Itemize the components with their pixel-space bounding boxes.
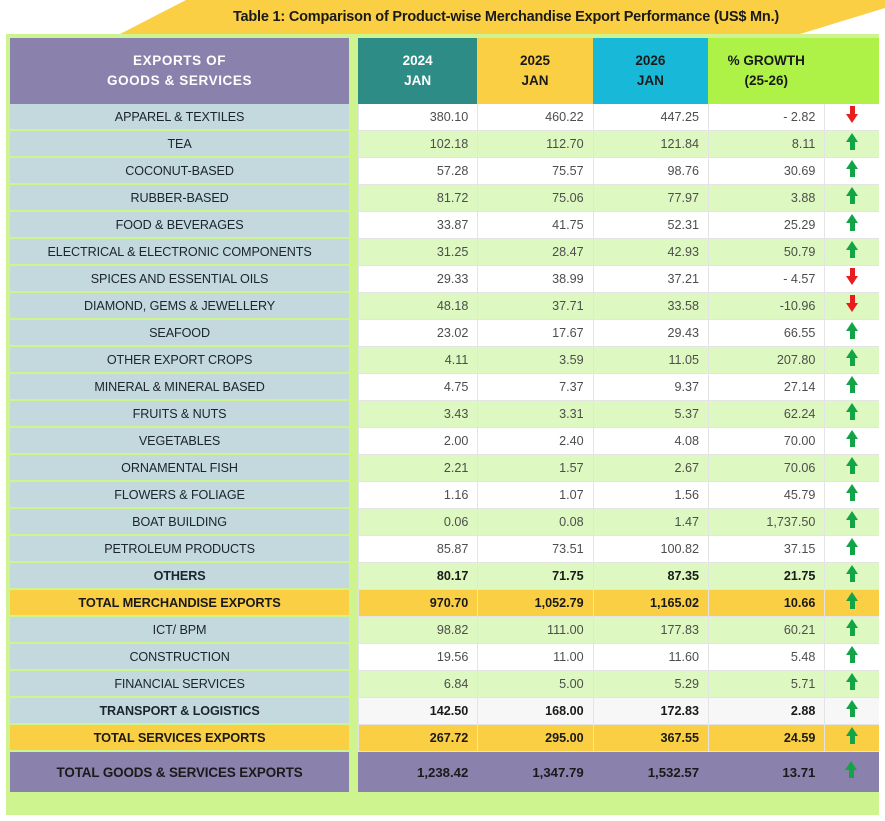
table-row xyxy=(10,293,879,320)
table-row xyxy=(10,131,879,158)
cell-2025: 168.00 xyxy=(477,698,592,725)
cell-2026: 9.37 xyxy=(593,374,708,401)
cell-2025: 17.67 xyxy=(477,320,592,347)
table-row xyxy=(10,752,879,792)
row-label: BOAT BUILDING xyxy=(10,509,349,536)
cell-2024: 23.02 xyxy=(358,320,477,347)
cell-2026: 37.21 xyxy=(593,266,708,293)
cell-2026: 77.97 xyxy=(593,185,708,212)
cell-2024: 33.87 xyxy=(358,212,477,239)
arrow-up-icon xyxy=(846,592,859,609)
table-row xyxy=(10,725,879,752)
arrow-up-icon xyxy=(845,761,858,778)
cell-2025: 112.70 xyxy=(477,131,592,158)
cell-growth: 3.88 xyxy=(708,185,824,212)
row-gap xyxy=(349,104,358,131)
arrow-down-icon xyxy=(846,268,859,285)
trend-cell xyxy=(824,131,879,158)
cell-2024: 85.87 xyxy=(358,536,477,563)
row-label: TOTAL MERCHANDISE EXPORTS xyxy=(10,590,349,617)
cell-2026: 4.08 xyxy=(593,428,708,455)
cell-2025: 1,052.79 xyxy=(477,590,592,617)
trend-cell xyxy=(824,185,879,212)
cell-2025: 7.37 xyxy=(477,374,592,401)
table-row xyxy=(10,158,879,185)
cell-2026: 2.67 xyxy=(593,455,708,482)
cell-2026: 11.05 xyxy=(593,347,708,374)
trend-cell xyxy=(824,482,879,509)
row-label: OTHER EXPORT CROPS xyxy=(10,347,349,374)
cell-2024: 2.00 xyxy=(358,428,477,455)
cell-2025: 1.57 xyxy=(477,455,592,482)
row-gap xyxy=(349,185,358,212)
table-row xyxy=(10,239,879,266)
row-gap xyxy=(349,509,358,536)
arrow-up-icon xyxy=(846,430,859,447)
cell-2026: 42.93 xyxy=(593,239,708,266)
cell-growth: 27.14 xyxy=(708,374,824,401)
trend-cell xyxy=(824,158,879,185)
cell-2025: 2.40 xyxy=(477,428,592,455)
table-row xyxy=(10,563,879,590)
cell-growth: 60.21 xyxy=(708,617,824,644)
trend-cell xyxy=(824,644,879,671)
table-frame xyxy=(6,34,879,815)
cell-2024: 380.10 xyxy=(358,104,477,131)
row-gap xyxy=(349,617,358,644)
arrow-up-icon xyxy=(846,673,859,690)
trend-cell xyxy=(824,752,879,792)
row-label: FLOWERS & FOLIAGE xyxy=(10,482,349,509)
table-body xyxy=(10,104,879,792)
cell-2025: 295.00 xyxy=(477,725,592,752)
arrow-up-icon xyxy=(846,349,859,366)
table-row xyxy=(10,374,879,401)
cell-growth: -10.96 xyxy=(708,293,824,320)
table-row xyxy=(10,428,879,455)
cell-2024: 48.18 xyxy=(358,293,477,320)
cell-2024: 57.28 xyxy=(358,158,477,185)
row-label: TRANSPORT & LOGISTICS xyxy=(10,698,349,725)
trend-cell xyxy=(824,698,879,725)
row-label: SEAFOOD xyxy=(10,320,349,347)
row-label: PETROLEUM PRODUCTS xyxy=(10,536,349,563)
row-label: COCONUT-BASED xyxy=(10,158,349,185)
cell-2024: 4.75 xyxy=(358,374,477,401)
cell-2024: 4.11 xyxy=(358,347,477,374)
cell-2026: 1.47 xyxy=(593,509,708,536)
row-label: OTHERS xyxy=(10,563,349,590)
cell-2024: 98.82 xyxy=(358,617,477,644)
cell-2025: 1.07 xyxy=(477,482,592,509)
table-row xyxy=(10,320,879,347)
trend-cell xyxy=(824,320,879,347)
header-2026-month: JAN xyxy=(636,73,664,88)
cell-2025: 3.31 xyxy=(477,401,592,428)
column-header-2024 xyxy=(358,38,477,104)
column-header-exports xyxy=(10,38,349,104)
trend-cell xyxy=(824,347,879,374)
cell-2024: 6.84 xyxy=(358,671,477,698)
cell-growth: 70.06 xyxy=(708,455,824,482)
cell-2026: 367.55 xyxy=(593,725,708,752)
arrow-up-icon xyxy=(846,133,859,150)
row-gap xyxy=(349,482,358,509)
cell-2026: 98.76 xyxy=(593,158,708,185)
cell-growth: 45.79 xyxy=(708,482,824,509)
cell-growth: 5.48 xyxy=(708,644,824,671)
row-label: TOTAL GOODS & SERVICES EXPORTS xyxy=(10,752,349,792)
cell-growth: 37.15 xyxy=(708,536,824,563)
cell-growth: - 2.82 xyxy=(708,104,824,131)
row-label: SPICES AND ESSENTIAL OILS xyxy=(10,266,349,293)
table-header xyxy=(10,38,879,104)
cell-2024: 267.72 xyxy=(358,725,477,752)
trend-cell xyxy=(824,428,879,455)
cell-2025: 75.57 xyxy=(477,158,592,185)
cell-2026: 447.25 xyxy=(593,104,708,131)
cell-2025: 111.00 xyxy=(477,617,592,644)
cell-2024: 1.16 xyxy=(358,482,477,509)
cell-growth: 21.75 xyxy=(708,563,824,590)
row-gap xyxy=(349,131,358,158)
table-row xyxy=(10,644,879,671)
header-2025-month: JAN xyxy=(521,73,549,88)
row-gap xyxy=(349,293,358,320)
row-gap xyxy=(349,725,358,752)
table-row xyxy=(10,536,879,563)
header-growth-title: % GROWTH xyxy=(727,53,805,69)
cell-2026: 1,165.02 xyxy=(593,590,708,617)
header-label-line1: EXPORTS OF xyxy=(133,53,227,69)
cell-growth: 70.00 xyxy=(708,428,824,455)
row-gap xyxy=(349,212,358,239)
row-label: FRUITS & NUTS xyxy=(10,401,349,428)
header-2024-month: JAN xyxy=(404,73,432,88)
table-row xyxy=(10,185,879,212)
cell-2026: 1.56 xyxy=(593,482,708,509)
cell-growth: 2.88 xyxy=(708,698,824,725)
row-gap xyxy=(349,401,358,428)
cell-2026: 5.29 xyxy=(593,671,708,698)
cell-2025: 75.06 xyxy=(477,185,592,212)
row-gap xyxy=(349,698,358,725)
cell-2026: 1,532.57 xyxy=(593,752,708,792)
row-gap xyxy=(349,374,358,401)
cell-growth: 8.11 xyxy=(708,131,824,158)
arrow-up-icon xyxy=(846,565,859,582)
cell-2026: 87.35 xyxy=(593,563,708,590)
cell-growth: 10.66 xyxy=(708,590,824,617)
row-gap xyxy=(349,563,358,590)
cell-growth: - 4.57 xyxy=(708,266,824,293)
row-gap xyxy=(349,590,358,617)
arrow-up-icon xyxy=(846,241,859,258)
arrow-up-icon xyxy=(846,322,859,339)
cell-growth: 24.59 xyxy=(708,725,824,752)
trend-cell xyxy=(824,212,879,239)
arrow-up-icon xyxy=(846,511,859,528)
row-label: ICT/ BPM xyxy=(10,617,349,644)
cell-2024: 102.18 xyxy=(358,131,477,158)
arrow-up-icon xyxy=(846,700,859,717)
cell-2025: 28.47 xyxy=(477,239,592,266)
cell-growth: 13.71 xyxy=(708,752,824,792)
row-label: FINANCIAL SERVICES xyxy=(10,671,349,698)
row-gap xyxy=(349,428,358,455)
cell-2024: 970.70 xyxy=(358,590,477,617)
title-banner xyxy=(0,0,885,34)
row-gap xyxy=(349,320,358,347)
cell-2024: 0.06 xyxy=(358,509,477,536)
cell-2026: 29.43 xyxy=(593,320,708,347)
row-label: VEGETABLES xyxy=(10,428,349,455)
trend-cell xyxy=(824,104,879,131)
cell-2026: 121.84 xyxy=(593,131,708,158)
cell-2025: 1,347.79 xyxy=(477,752,592,792)
arrow-up-icon xyxy=(846,457,859,474)
cell-2025: 73.51 xyxy=(477,536,592,563)
cell-2024: 31.25 xyxy=(358,239,477,266)
cell-2025: 41.75 xyxy=(477,212,592,239)
table-row xyxy=(10,671,879,698)
table-row xyxy=(10,401,879,428)
table-row xyxy=(10,212,879,239)
arrow-up-icon xyxy=(846,619,859,636)
trend-cell xyxy=(824,671,879,698)
table-row xyxy=(10,617,879,644)
row-label: FOOD & BEVERAGES xyxy=(10,212,349,239)
cell-2026: 100.82 xyxy=(593,536,708,563)
cell-2025: 71.75 xyxy=(477,563,592,590)
trend-cell xyxy=(824,536,879,563)
row-label: ORNAMENTAL FISH xyxy=(10,455,349,482)
column-header-growth xyxy=(708,38,824,104)
header-growth-period: (25-26) xyxy=(744,73,788,88)
row-label: CONSTRUCTION xyxy=(10,644,349,671)
column-header-trend xyxy=(824,38,879,104)
row-gap xyxy=(349,644,358,671)
export-performance-table xyxy=(10,38,879,792)
table-row xyxy=(10,347,879,374)
cell-2024: 29.33 xyxy=(358,266,477,293)
table-row xyxy=(10,455,879,482)
trend-cell xyxy=(824,563,879,590)
row-label: TEA xyxy=(10,131,349,158)
row-gap xyxy=(349,536,358,563)
arrow-down-icon xyxy=(846,295,859,312)
cell-2024: 81.72 xyxy=(358,185,477,212)
cell-2026: 177.83 xyxy=(593,617,708,644)
column-header-2026 xyxy=(593,38,708,104)
cell-2026: 33.58 xyxy=(593,293,708,320)
column-header-2025 xyxy=(477,38,592,104)
table-row xyxy=(10,482,879,509)
arrow-up-icon xyxy=(846,646,859,663)
row-gap xyxy=(349,671,358,698)
cell-growth: 207.80 xyxy=(708,347,824,374)
table-row xyxy=(10,266,879,293)
table-row xyxy=(10,590,879,617)
row-gap xyxy=(349,266,358,293)
header-label-line2: GOODS & SERVICES xyxy=(106,73,253,88)
arrow-up-icon xyxy=(846,484,859,501)
cell-2024: 1,238.42 xyxy=(358,752,477,792)
cell-2024: 19.56 xyxy=(358,644,477,671)
arrow-up-icon xyxy=(846,214,859,231)
arrow-up-icon xyxy=(846,727,859,744)
row-gap xyxy=(349,239,358,266)
cell-growth: 62.24 xyxy=(708,401,824,428)
arrow-up-icon xyxy=(846,187,859,204)
header-row xyxy=(10,38,879,104)
row-label: APPAREL & TEXTILES xyxy=(10,104,349,131)
cell-2025: 3.59 xyxy=(477,347,592,374)
cell-growth: 30.69 xyxy=(708,158,824,185)
trend-cell xyxy=(824,266,879,293)
cell-growth: 66.55 xyxy=(708,320,824,347)
cell-2025: 37.71 xyxy=(477,293,592,320)
header-2026-year: 2026 xyxy=(635,53,666,69)
header-gap xyxy=(349,38,358,104)
cell-2024: 142.50 xyxy=(358,698,477,725)
row-label: TOTAL SERVICES EXPORTS xyxy=(10,725,349,752)
row-label: RUBBER-BASED xyxy=(10,185,349,212)
row-label: MINERAL & MINERAL BASED xyxy=(10,374,349,401)
arrow-up-icon xyxy=(846,376,859,393)
cell-growth: 25.29 xyxy=(708,212,824,239)
cell-2026: 11.60 xyxy=(593,644,708,671)
trend-cell xyxy=(824,401,879,428)
row-gap xyxy=(349,347,358,374)
trend-cell xyxy=(824,617,879,644)
row-label: DIAMOND, GEMS & JEWELLERY xyxy=(10,293,349,320)
cell-growth: 5.71 xyxy=(708,671,824,698)
cell-2026: 52.31 xyxy=(593,212,708,239)
header-2025-year: 2025 xyxy=(519,53,551,69)
cell-2024: 3.43 xyxy=(358,401,477,428)
row-gap xyxy=(349,158,358,185)
cell-2026: 5.37 xyxy=(593,401,708,428)
trend-cell xyxy=(824,239,879,266)
cell-2025: 0.08 xyxy=(477,509,592,536)
arrow-up-icon xyxy=(846,538,859,555)
cell-2025: 11.00 xyxy=(477,644,592,671)
arrow-up-icon xyxy=(846,160,859,177)
table-row xyxy=(10,698,879,725)
trend-cell xyxy=(824,455,879,482)
trend-cell xyxy=(824,509,879,536)
trend-cell xyxy=(824,374,879,401)
cell-2025: 38.99 xyxy=(477,266,592,293)
cell-growth: 50.79 xyxy=(708,239,824,266)
cell-2025: 460.22 xyxy=(477,104,592,131)
trend-cell xyxy=(824,293,879,320)
cell-2024: 80.17 xyxy=(358,563,477,590)
page-title: Table 1: Comparison of Product-wise Merchandise Export Performance (US$ Mn.) xyxy=(232,9,780,25)
trend-cell xyxy=(824,590,879,617)
header-2024-year: 2024 xyxy=(402,53,433,69)
cell-2026: 172.83 xyxy=(593,698,708,725)
arrow-up-icon xyxy=(846,403,859,420)
row-gap xyxy=(349,752,358,792)
arrow-down-icon xyxy=(846,106,859,123)
cell-growth: 1,737.50 xyxy=(708,509,824,536)
trend-cell xyxy=(824,725,879,752)
cell-2025: 5.00 xyxy=(477,671,592,698)
cell-2024: 2.21 xyxy=(358,455,477,482)
table-row xyxy=(10,509,879,536)
table-row xyxy=(10,104,879,131)
row-label: ELECTRICAL & ELECTRONIC COMPONENTS xyxy=(10,239,349,266)
row-gap xyxy=(349,455,358,482)
